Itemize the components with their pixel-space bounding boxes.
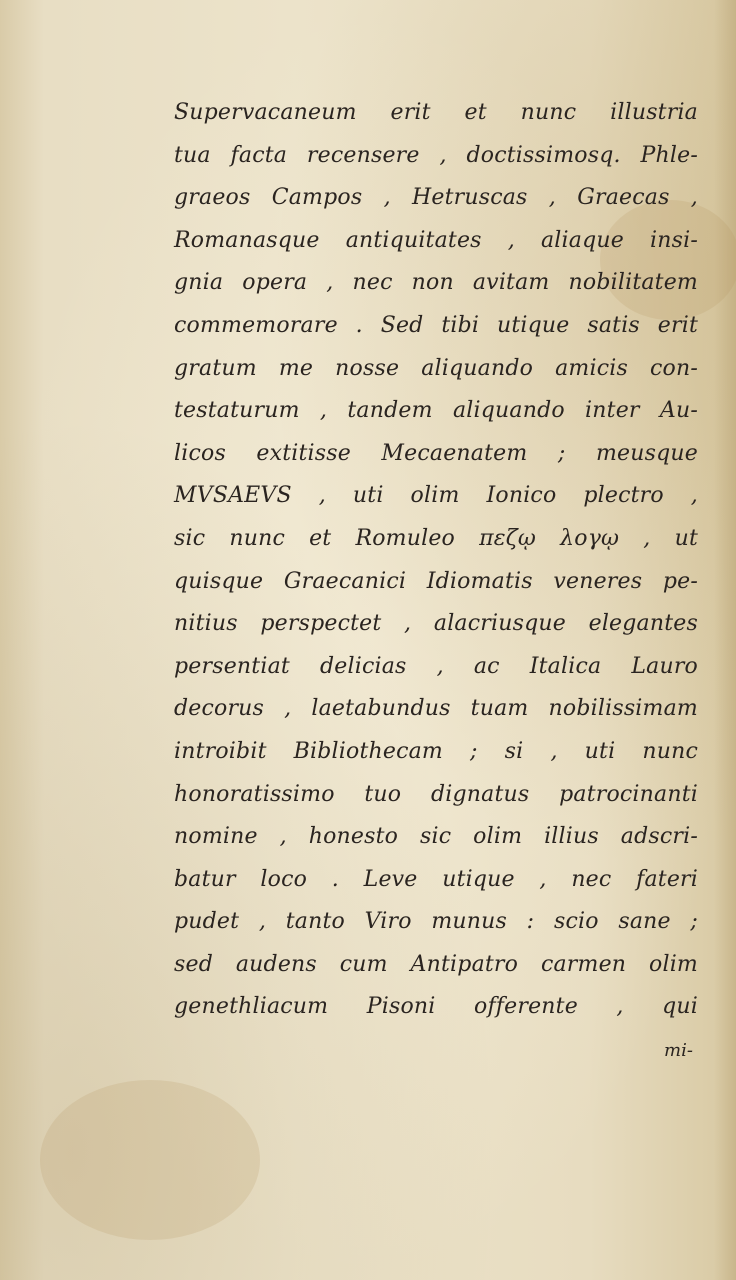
text-line: decorus , laetabundus tuam nobilissimam: [174, 696, 698, 722]
text-line: gratum me nosse aliquando amicis con-: [174, 355, 698, 381]
text-line: sed audens cum Antipatro carmen olim: [174, 951, 698, 977]
text-line: batur loco . Leve utique , nec fateri: [174, 866, 698, 892]
text-line: genethliacum Pisoni offerente , qui: [174, 994, 698, 1020]
text-line: pudet , tanto Viro munus : scio sane ;: [174, 909, 698, 935]
text-line: Supervacaneum erit et nunc illustria: [174, 100, 698, 125]
text-line: nomine , honesto sic olim illius adscri-: [174, 824, 698, 850]
text-line: gnia opera , nec non avitam nobilitatem: [174, 270, 698, 296]
text-line: nitius perspectet , alacriusque elegantes: [174, 611, 698, 637]
paper-stain: [40, 1080, 260, 1240]
body-text: [174, 92, 698, 1029]
text-line: tua facta recensere , doctissimosq. Phle-: [174, 142, 698, 168]
text-line: sic nunc et Romuleo πεζῳ λογῳ , ut: [174, 525, 698, 551]
text-line: persentiat delicias , ac Italica Lauro: [174, 653, 698, 679]
catchword: mi-: [664, 1040, 693, 1061]
text-line: MVSAEVS , uti olim Ionico plectro ,: [174, 483, 698, 509]
text-line: commemorare . Sed tibi utique satis erit: [174, 312, 698, 338]
text-line: licos extitisse Mecaenatem ; meusque: [174, 440, 698, 466]
page-edge-shadow: [714, 0, 736, 1280]
text-line: Romanasque antiquitates , aliaque insi-: [174, 227, 698, 253]
text-line: introibit Bibliothecam ; si , uti nunc: [174, 738, 698, 764]
text-line: quisque Graecanici Idiomatis veneres pe-: [174, 568, 698, 594]
text-line: testaturum , tandem aliquando inter Au-: [174, 398, 698, 424]
text-line: graeos Campos , Hetruscas , Graecas ,: [174, 185, 698, 211]
text-line: honoratissimo tuo dignatus patrocinanti: [174, 781, 698, 807]
